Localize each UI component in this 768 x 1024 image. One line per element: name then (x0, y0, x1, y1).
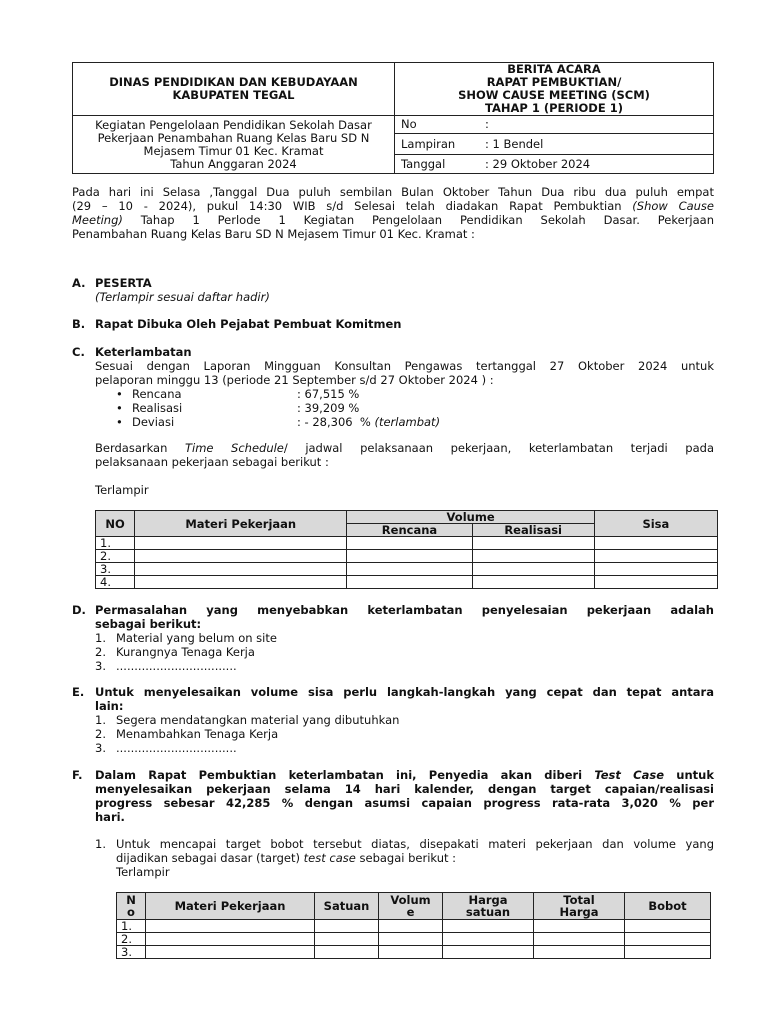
section-letter: B. (72, 317, 86, 331)
col-harga-line: satuan (465, 905, 511, 919)
header-table (72, 62, 714, 174)
kegiatan-line: Pekerjaan Penambahan Ruang Kelas Baru SD N (97, 130, 370, 145)
sub-italic: test case (303, 851, 356, 865)
section-title: lain: (95, 699, 124, 713)
table-row (96, 537, 718, 550)
section-title: Permasalahan yang menyebabkan keterlambatan penyelesaian pekerjaan adalah (95, 603, 714, 617)
table-row (96, 576, 718, 589)
section-c (72, 345, 714, 387)
section-e (72, 685, 714, 755)
col-no-line: N (126, 893, 136, 907)
schedule-paragraph (95, 441, 714, 469)
col-no (117, 893, 146, 920)
list-number: 2. (95, 645, 106, 659)
section-f-line: hari. (95, 810, 125, 824)
row-number: 1. (117, 920, 146, 933)
terlampir-text: Terlampir (95, 483, 149, 497)
col-materi: Materi Pekerjaan (146, 893, 315, 920)
section-d (72, 603, 714, 673)
col-total-line: Total (563, 893, 595, 907)
section-f-line: menyelesaikan pekerjaan selama 14 hari kalender, dengan target capaian/realisasi (95, 782, 714, 796)
section-letter: C. (72, 345, 85, 359)
list-item (95, 631, 714, 645)
list-text: ................................. (116, 659, 237, 673)
col-volume: Volume (347, 511, 594, 524)
no-value: : (479, 116, 714, 134)
intro-line: Pada hari ini Selasa ,Tanggal Dua puluh sembilan Bulan Oktober Tahun Dua ribu dua puluh empat (72, 185, 714, 199)
section-title: PESERTA (95, 276, 152, 290)
section-italic: Test Case (594, 768, 665, 782)
section-letter: E. (72, 685, 85, 699)
section-title: Rapat Dibuka Oleh Pejabat Pembuat Komitmen (95, 317, 402, 331)
list-item (95, 713, 714, 727)
row-number: 1. (96, 537, 135, 550)
tanggal-value: : 29 Oktober 2024 (479, 155, 714, 174)
section-f (72, 768, 714, 824)
section-title: Keterlambatan (95, 345, 192, 359)
col-volume-line: e (406, 905, 415, 919)
progress-item: • Rencana : 67,515 % (116, 387, 360, 401)
progress-value (297, 415, 440, 429)
col-volume (379, 893, 443, 920)
doc-title-line: RAPAT PEMBUKTIAN/ (486, 75, 622, 89)
section-text: Sesuai dengan Laporan Mingguan Konsultan Pengawas tertanggal 27 Oktober 2024 untuk (95, 359, 714, 373)
tanggal-label: Tanggal (395, 155, 480, 174)
intro-line (72, 213, 714, 227)
no-label: No (395, 116, 480, 134)
schedule-text: / jadwal pelaksanaan pekerjaan, keterlambatan terjadi pada (283, 441, 714, 455)
col-harga (443, 893, 534, 920)
list-number: 3. (95, 659, 106, 673)
col-rencana: Rencana (347, 524, 472, 537)
progress-item: • Realisasi : 39,209 % (116, 401, 360, 415)
kegiatan-line: Tahun Anggaran 2024 (170, 156, 297, 171)
sub-text-part: sebagai berikut : (355, 851, 457, 865)
intro-line: Penambahan Ruang Kelas Baru SD N Mejasem Timur 01 Kec. Kramat : (72, 227, 475, 241)
progress-value: : 67,515 % (297, 387, 360, 401)
progress-list (116, 387, 516, 429)
section-f-line (95, 768, 714, 782)
table-row (96, 550, 718, 563)
list-number: 3. (95, 741, 106, 755)
section-b (72, 317, 714, 331)
intro-italic: Meeting) (72, 213, 123, 227)
doc-title-line: BERITA ACARA (507, 62, 601, 76)
col-realisasi: Realisasi (472, 524, 594, 537)
list-item (95, 727, 714, 741)
lampiran-value: : 1 Bendel (479, 134, 714, 155)
col-materi: Materi Pekerjaan (135, 511, 347, 537)
schedule-text: Berdasarkan (95, 441, 185, 455)
progress-note: (terlambat) (374, 415, 441, 429)
list-text: ................................. (116, 741, 237, 755)
section-title: Untuk menyelesaikan volume sisa perlu langkah-langkah yang cepat dan tepat antara (95, 685, 714, 699)
kegiatan-line: Mejasem Timur 01 Kec. Kramat (143, 143, 324, 158)
col-total-line: Harga (559, 905, 599, 919)
section-text: Dalam Rapat Pembuktian keterlambatan ini, Penyedia akan diberi (95, 768, 595, 782)
progress-value: : 39,209 % (297, 401, 360, 415)
table-row (117, 946, 711, 959)
intro-text: Tahap 1 Perlode 1 Kegiatan Pengelolaan Pendidikan Sekolah Dasar. Pekerjaan (122, 213, 714, 227)
section-a (72, 276, 714, 304)
list-number: 1. (95, 713, 106, 727)
list-item (95, 645, 714, 659)
org-line-1: DINAS PENDIDIKAN DAN KEBUDAYAAN (109, 75, 358, 89)
sub-text (116, 851, 714, 865)
doc-title-line: TAHAP 1 (PERIODE 1) (485, 101, 623, 115)
section-letter: D. (72, 603, 86, 617)
sub-text: Untuk mencapai target bobot tersebut diatas, disepakati materi pekerjaan dan volume yang (116, 837, 714, 851)
list-text: Material yang belum on site (116, 631, 277, 645)
terlampir-text: Terlampir (116, 865, 170, 879)
col-no-line: o (127, 905, 135, 919)
progress-label: Deviasi (132, 415, 175, 429)
org-name (73, 63, 395, 116)
list-number: 2. (95, 727, 106, 741)
kegiatan-cell (73, 116, 395, 174)
section-title: sebagai berikut: (95, 617, 202, 631)
progress-label: Rencana (132, 387, 182, 401)
intro-italic: (Show Cause (632, 199, 714, 213)
section-letter: A. (72, 276, 86, 290)
intro-line (72, 199, 714, 213)
list-text: Kurangnya Tenaga Kerja (116, 645, 255, 659)
section-f-line: progress sebesar 42,285 % dengan asumsi capaian progress rata-rata 3,020 % per (95, 796, 714, 810)
list-text: Segera mendatangkan material yang dibutuhkan (116, 713, 400, 727)
col-volume-line: Volum (390, 893, 431, 907)
kegiatan-line: Kegiatan Pengelolaan Pendidikan Sekolah Dasar (95, 117, 372, 132)
table-row (117, 920, 711, 933)
delay-table (95, 510, 718, 589)
list-text: Menambahkan Tenaga Kerja (116, 727, 279, 741)
list-number: 1. (95, 631, 106, 645)
lampiran-label: Lampiran (395, 134, 480, 155)
section-f-sub (95, 837, 714, 879)
org-line-2: KABUPATEN TEGAL (172, 88, 295, 102)
progress-value-text: : - 28,306 % (297, 415, 375, 429)
schedule-line (95, 441, 714, 455)
section-text: untuk (664, 768, 714, 782)
col-bobot: Bobot (625, 893, 711, 920)
progress-item: • Deviasi : - 28,306 % (terlambat) (116, 415, 441, 429)
col-sisa: Sisa (594, 511, 717, 537)
doc-title-line: SHOW CAUSE MEETING (SCM) (458, 88, 650, 102)
col-satuan: Satuan (315, 893, 379, 920)
test-case-table (116, 892, 711, 959)
table-row (117, 933, 711, 946)
sub-number: 1. (95, 837, 106, 851)
row-number: 2. (96, 550, 135, 563)
list-item (95, 741, 714, 755)
schedule-italic: Time Schedule (184, 441, 284, 455)
section-letter: F. (72, 768, 83, 782)
row-number: 4. (96, 576, 135, 589)
intro-text: (29 – 10 - 2024), pukul 14:30 WIB s/d Selesai telah diadakan Rapat Pembuktian (72, 199, 633, 213)
intro-paragraph (72, 185, 714, 241)
table-row (96, 563, 718, 576)
section-note: (Terlampir sesuai daftar hadir) (95, 290, 270, 304)
row-number: 2. (117, 933, 146, 946)
progress-label: Realisasi (132, 401, 183, 415)
section-text: pelaporan minggu 13 (periode 21 September s/d 27 Oktober 2024 ) : (95, 373, 494, 387)
col-harga-line: Harga (468, 893, 508, 907)
schedule-line: pelaksanaan pekerjaan sebagai berikut : (95, 455, 329, 469)
row-number: 3. (117, 946, 146, 959)
doc-title (395, 63, 714, 116)
row-number: 3. (96, 563, 135, 576)
col-total (534, 893, 625, 920)
list-item (95, 659, 714, 673)
col-no: NO (96, 511, 135, 537)
sub-text-part: dijadikan sebagai dasar (target) (116, 851, 304, 865)
